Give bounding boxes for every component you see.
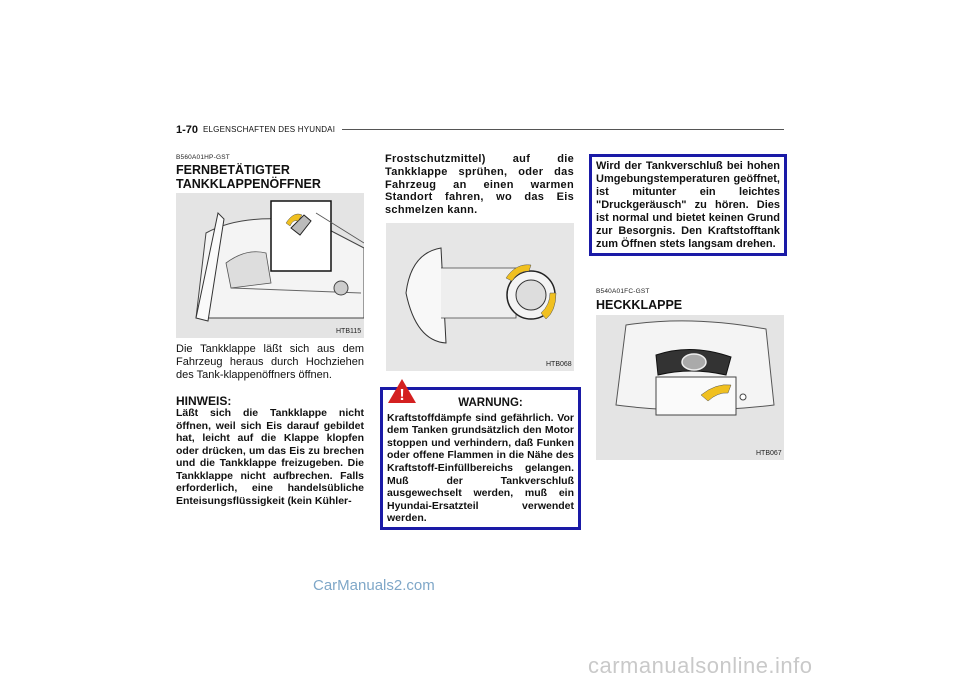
- svg-text:!: !: [399, 387, 405, 404]
- fuel-cap-photo: [386, 223, 574, 371]
- warning-title: WARNUNG:: [458, 397, 523, 409]
- hinweis-title: HINWEIS:: [176, 394, 232, 408]
- section-title: ELGENSCHAFTEN DES HYUNDAI: [203, 125, 336, 134]
- section-heading: [176, 163, 321, 191]
- fuel-door-release-photo: [176, 193, 364, 338]
- page-number: 1-70: [176, 124, 199, 136]
- note-text: Wird der Tankverschluß bei hohen Umgebungstemperaturen geöffnet, ist mitunter ein leichtes "Druckgeräusch" zu hören. Dies ist normal und bietet keinen Grund zur Besorgnis. Den Kraftstofftank zum Öffnen stets langsam drehen.: [592, 157, 784, 253]
- hinweis-text: Läßt sich die Tankklappe nicht öffnen, weil sich Eis darauf gebildet hat, leicht auf die Klappe klopfen oder drücken, um das Eis zu brechen und die Tankklappe freizugeben. Die Tankklappe nicht aufbrechen. Falls erforderlich, eine handelsübliche Enteisungsflüssigkeit (kein Kühler-: [176, 407, 364, 507]
- header-divider: [342, 129, 784, 130]
- image-code: HTB115: [336, 328, 362, 335]
- watermark-left[interactable]: CarManuals2.com: [313, 577, 435, 594]
- warning-text: Kraftstoffdämpfe sind gefährlich. Vor dem Tanken grundsätzlich den Motor stoppen und verhindern, daß Funken oder offene Flammen in die Nähe des Kraftstoff-Einfüllbereichs gelangen. Muß der Tankverschluß ausgewechselt werden, muß ein Hyundai-Ersatzteil verwendet werden.: [387, 411, 574, 525]
- tailgate-photo: [596, 315, 784, 460]
- image-code: HTB068: [546, 361, 572, 368]
- section-code: B540A01FC-GST: [596, 288, 650, 295]
- section-heading: HECKKLAPPE: [596, 298, 683, 312]
- watermark-right[interactable]: carmanualsonline.info: [588, 653, 813, 678]
- heading-line-1: FERNBETÄTIGTER: [176, 163, 290, 177]
- continuation-text: Frostschutzmittel) auf die Tankklappe sprühen, oder das Fahrzeug an einen warmen Standort fahren, wo das Eis schmelzen kann.: [385, 153, 574, 217]
- note-box: [589, 154, 787, 256]
- description-paragraph: Die Tankklappe läßt sich aus dem Fahrzeug heraus durch Hochziehen des Tank-klappenöffners öffnen.: [176, 343, 364, 381]
- heading-line-2: TANKKLAPPENÖFFNER: [176, 177, 321, 191]
- warning-triangle-icon: [387, 378, 417, 409]
- image-code: HTB067: [756, 450, 782, 457]
- section-code: B560A01HP-GST: [176, 154, 230, 161]
